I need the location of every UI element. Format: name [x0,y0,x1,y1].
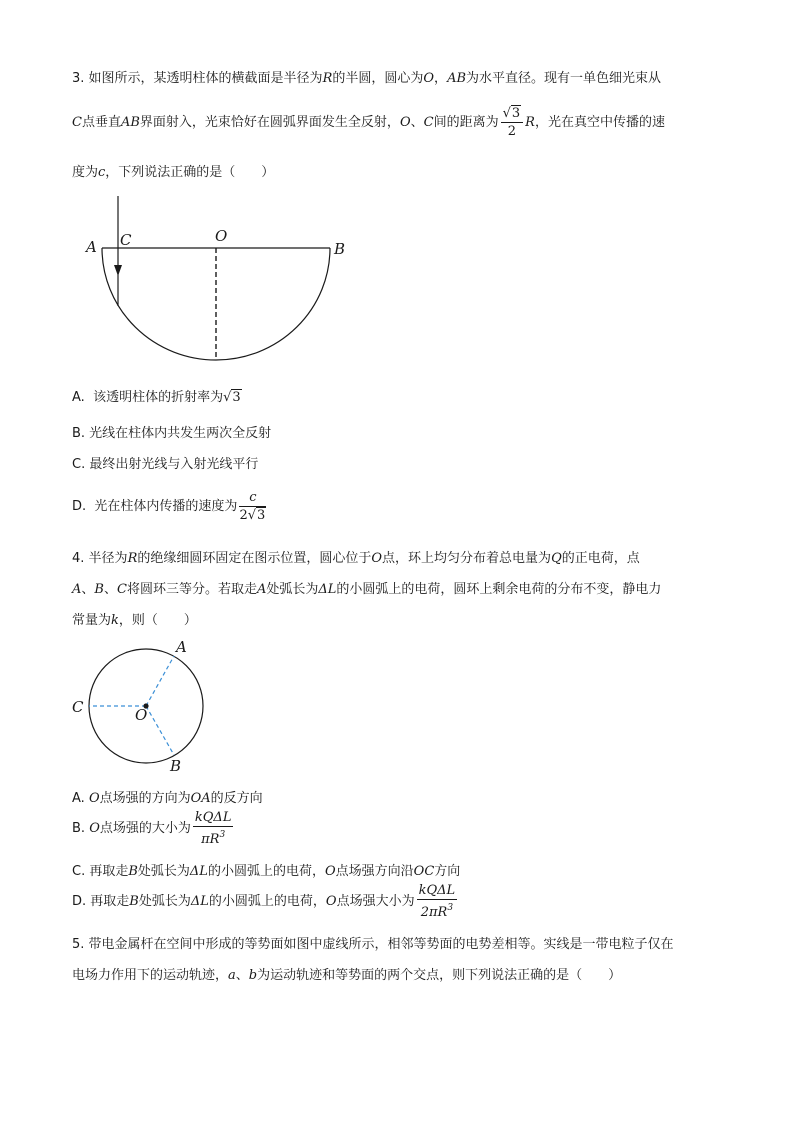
q4-var-k: k [111,613,119,628]
option-letter: A. [72,791,85,806]
option-text: 点场强大小为 [336,894,415,909]
q5-var-b: b [248,968,258,983]
q5-line2 [72,964,621,983]
option-letter: D. [72,499,87,514]
q4-option-a [72,787,263,806]
q4-var-O: O [325,894,337,909]
frac-num: kQΔL [418,883,456,898]
q4-text: ，则（ ） [118,613,197,628]
q3-option-c: C. 最终出射光线与入射光线平行 [72,457,259,472]
q3-line3 [72,161,274,180]
q4-number: 4. [72,551,85,566]
q3-var-O: O [399,115,411,130]
q4-var-O: O [89,821,100,836]
option-text: 点场强的大小为 [99,821,191,836]
q4-option-b [72,810,235,848]
q3-text: 为水平直径。现有一单色细光束从 [466,71,662,86]
frac-exponent: 3 [447,903,454,913]
frac-num: c [239,490,266,507]
q3-var-c: c [98,165,106,180]
q4-text: 将圆环三等分。若取走 [126,582,257,597]
radius-OB [146,706,174,755]
sqrt-sign: √ [247,508,257,523]
q4-text: 半径为 [88,551,128,566]
option-text: 的小圆弧上的电荷， [208,894,326,909]
option-letter: A. [72,390,85,405]
q4-option-d [72,883,459,921]
label-B: B [170,757,182,775]
q3-text: ，光在真空中传播的速 [534,115,665,130]
q3-semicircle-figure [80,190,360,370]
q3-var-AB: AB [120,115,140,130]
q4-var-O: O [324,864,336,879]
q4-fraction-b [193,810,234,847]
arrow-head-icon [114,265,122,276]
q4-var-R: R [127,551,138,566]
q4-text: 的正电荷，点 [561,551,640,566]
q4-var-B: B [129,894,139,909]
q3-var-R: R [525,115,535,130]
option-text: 的小圆弧上的电荷， [207,864,325,879]
q5-text: 为运动轨迹和等势面的两个交点，则下列说法正确的是（ ） [257,968,622,983]
option-text: 处弧长为 [138,894,191,909]
q4-var-O: O [88,791,100,806]
q3-fraction-speed [239,490,266,523]
q3-text: 点垂直 [81,115,121,130]
q3-number: 3. [72,71,85,86]
label-A: A [86,238,97,256]
q3-option-a [72,386,242,405]
q3-text: 的半圆，圆心为 [332,71,424,86]
radicand: 3 [232,390,241,405]
option-text: 处弧长为 [137,864,190,879]
option-text: 的反方向 [210,791,263,806]
frac-den: 2 [507,124,517,139]
q5-var-a: a [228,968,236,983]
frac-den-radicand: 3 [257,508,266,523]
q3-text: 、 [410,115,424,130]
q4-text: 的绝缘细圆环固定在图示位置，圆心位于 [137,551,372,566]
option-text: D. 再取走 [72,894,130,909]
frac-num: kQΔL [194,810,232,825]
q4-text: 、 [81,582,95,597]
frac-den-coef: 2 [239,508,248,523]
q4-var-A: A [72,582,82,597]
q3-option-b: B. 光线在柱体内共发生两次全反射 [72,426,272,441]
q4-line2 [72,578,661,597]
q3-var-C: C [423,115,434,130]
q4-var-dL: ΔL [189,864,208,879]
q3-text: 间的距离为 [433,115,499,130]
frac-den: πR [201,832,220,847]
option-text: 点场强方向沿 [335,864,414,879]
q3-text: 度为 [72,165,99,180]
q4-var-A: A [256,582,267,597]
q4-var-OA: OA [190,791,211,806]
q3-line1 [72,67,661,86]
label-O: O [215,227,228,245]
q4-var-B: B [128,864,138,879]
q4-var-dL: ΔL [190,894,209,909]
q3-text: 如图所示，某透明柱体的横截面是半径为 [88,71,323,86]
sqrt-sign: √ [502,106,511,121]
option-letter: B. [72,821,86,836]
q4-line3 [72,609,197,628]
radius-OA [146,656,174,706]
option-text: C. 再取走 [72,864,129,879]
q4-line1 [72,547,640,566]
label-O: O [135,706,148,724]
q3-text: 界面射入，光束恰好在圆弧界面发生全反射， [139,115,400,130]
sqrt-sign: √ [223,390,232,405]
q5-number: 5. [72,937,85,952]
q4-var-dL: ΔL [318,582,337,597]
option-text: 该透明柱体的折射率为 [93,390,224,405]
q4-var-B: B [94,582,104,597]
q3-var-O: O [423,71,435,86]
q4-ring-figure [68,634,218,776]
option-text: 光在柱体内传播的速度为 [94,499,238,514]
option-text: 点场强的方向为 [99,791,191,806]
q4-fraction-d [417,883,458,920]
label-C: C [72,698,84,716]
q4-text: 点，环上均匀分布着总电量为 [382,551,552,566]
q4-var-O: O [371,551,383,566]
label-A: A [176,638,187,656]
q5-text: 、 [235,968,249,983]
q4-var-Q: Q [551,551,562,566]
frac-num: 3 [511,106,521,121]
q4-text: 处弧长为 [266,582,319,597]
q3-var-C: C [72,115,82,130]
q5-line1 [72,933,674,952]
q5-text: 带电金属杆在空间中形成的等势面如图中虚线所示，相邻等势面的电势差相等。实线是一带电粒子仅在 [88,937,674,952]
frac-den: 2πR [420,905,448,920]
label-B: B [334,240,346,258]
q3-var-AB: AB [447,71,467,86]
q3-fraction-sqrt3-over-2 [501,106,524,139]
q3-line2 [72,104,665,142]
q3-text: ， [434,71,448,86]
q4-var-C: C [116,582,127,597]
q4-option-c [72,860,460,879]
q4-text: 常量为 [72,613,112,628]
q3-option-d [72,488,268,526]
frac-exponent: 3 [219,830,226,840]
q4-text: 的小圆弧上的电荷，圆环上剩余电荷的分布不变，静电力 [336,582,662,597]
q4-var-OC: OC [413,864,435,879]
q3-var-R: R [322,71,333,86]
label-C: C [120,231,132,249]
option-text: 方向 [434,864,461,879]
q5-text: 电场力作用下的运动轨迹， [72,968,229,983]
q3-text: ，下列说法正确的是（ ） [105,165,275,180]
q4-text: 、 [103,582,117,597]
